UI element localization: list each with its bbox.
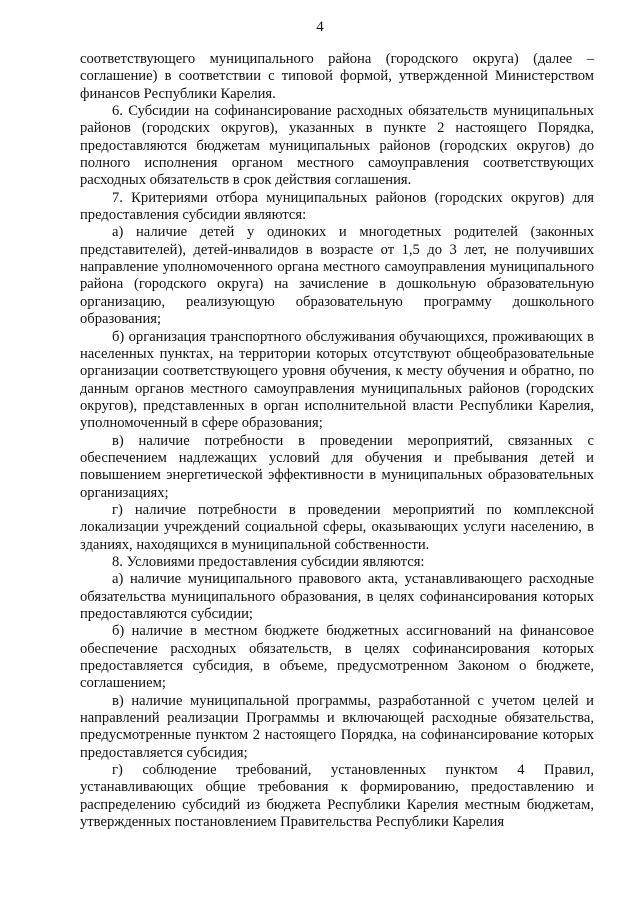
paragraph-item-7a: а) наличие детей у одиноких и многодетных родителей (законных представителей), детей-инвалидов в возрасте от 1,5 до 3 лет, не получивших направление уполномоченного органа местного самоуправления муниципального района (городского округа) на зачисление в дошкольную образовательную организацию, реализующую образовательную программу дошкольного образования;: [80, 224, 594, 328]
paragraph-item-7: 7. Критериями отбора муниципальных районов (городских округов) для предоставления субсидии являются:: [80, 189, 594, 224]
document-body: [80, 51, 594, 831]
page-number: 4: [316, 19, 324, 35]
paragraph-item-7v: в) наличие потребности в проведении мероприятий, связанных с обеспечением надлежащих условий для обучения и пребывания детей и повышением энергетической эффективности в муниципальных образовательных организациях;: [80, 432, 594, 501]
paragraph-item-8g: г) соблюдение требований, установленных пунктом 4 Правил, устанавливающих общие требования к формированию, предоставлению и распределению субсидий из бюджета Республики Карелия местным бюджетам, утвержденных постановлением Правительства Республики Карелия: [80, 762, 594, 831]
paragraph-item-8b: б) наличие в местном бюджете бюджетных ассигнований на финансовое обеспечение расходных обязательств, в целях софинансирования которых предоставляется субсидия, в объеме, предусмотренном Законом о бюджете, соглашением;: [80, 623, 594, 692]
paragraph-item-7g: г) наличие потребности в проведении мероприятий по комплексной локализации учреждений социальной сферы, оказывающих услуги населению, в зданиях, находящихся в муниципальной собственности.: [80, 501, 594, 553]
paragraph-item-8v: в) наличие муниципальной программы, разработанной с учетом целей и направлений реализации Программы и включающей расходные обязательства, предусмотренные пунктом 2 настоящего Порядка, на софинансирование которых предоставляется субсидия;: [80, 692, 594, 761]
paragraph-item-7b: б) организация транспортного обслуживания обучающихся, проживающих в населенных пунктах, на территории которых отсутствуют общеобразовательные организации соответствующего уровня обучения, к месту обучения и обратно, по данным органов местного самоуправления муниципальных районов (городских округов), представленных в орган исполнительной власти Республики Карелия, уполномоченный в сфере образования;: [80, 328, 594, 432]
paragraph-continuation: соответствующего муниципального района (городского округа) (далее – соглашение) в соответствии с типовой формой, утвержденной Министерством финансов Республики Карелия.: [80, 51, 594, 102]
paragraph-item-8a: а) наличие муниципального правового акта, устанавливающего расходные обязательства муниципального образования, в целях софинансирования которых предоставляются субсидии;: [80, 571, 594, 622]
paragraph-item-8: 8. Условиями предоставления субсидии являются:: [112, 553, 425, 570]
paragraph-item-6: 6. Субсидии на софинансирование расходных обязательств муниципальных районов (городских округов), указанных в пункте 2 настоящего Порядка, предоставляются бюджетам муниципальных районов (городских округов) до полного исполнения органом местного самоуправления соответствующих расходных обязательств в срок действия соглашения.: [80, 103, 594, 189]
